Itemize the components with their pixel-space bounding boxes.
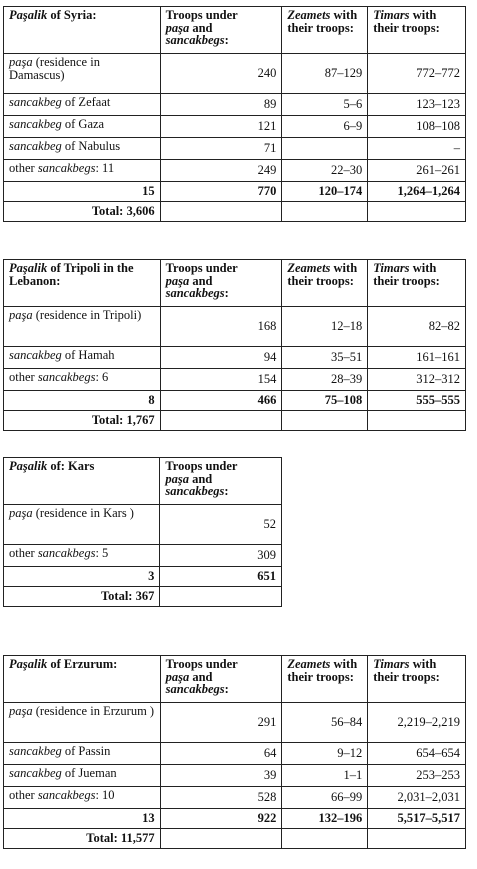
timars-cell: 2,219–2,219 [368, 703, 466, 743]
col-troops-header: Troops under paşa and sancakbegs: [160, 7, 282, 54]
table-row [4, 160, 466, 182]
row-label: sancakbeg of Nabulus [4, 138, 161, 160]
col-troops-header: Troops under paşa and sancakbegs: [160, 656, 282, 703]
row-label: other sancakbegs: 6 [4, 369, 161, 391]
timars-cell: 161–161 [368, 347, 466, 369]
col-zeamets-header: Zeamets with their troops: [282, 260, 368, 307]
table-row [4, 703, 466, 743]
table-syria [3, 6, 466, 222]
table-erzurum [3, 655, 466, 849]
troops-cell: 71 [160, 138, 282, 160]
grand-total: Total: 367 [4, 587, 160, 607]
table-row [4, 116, 466, 138]
row-label: paşa (residence in Damascus) [4, 54, 161, 94]
col-timars-header: Timars with their troops: [368, 7, 466, 54]
troops-cell: 64 [160, 743, 282, 765]
table-row [4, 743, 466, 765]
sum-count: 3 [4, 567, 160, 587]
timars-cell: 253–253 [368, 765, 466, 787]
zeamets-cell: 9–12 [282, 743, 368, 765]
zeamets-cell: 22–30 [282, 160, 368, 182]
timars-cell: 2,031–2,031 [368, 787, 466, 809]
troops-cell: 249 [160, 160, 282, 182]
row-label: paşa (residence in Kars ) [4, 505, 160, 545]
table-row [4, 138, 466, 160]
troops-cell: 154 [160, 369, 282, 391]
table-tripoli [3, 259, 466, 431]
table-row [4, 94, 466, 116]
sum-timars: 555–555 [368, 391, 466, 411]
col-zeamets-header: Zeamets with their troops: [282, 7, 368, 54]
sum-troops: 922 [160, 809, 282, 829]
sum-count: 15 [4, 182, 161, 202]
troops-cell: 52 [160, 505, 282, 545]
table-kars [3, 457, 282, 607]
row-label: paşa (residence in Tripoli) [4, 307, 161, 347]
troops-cell: 89 [160, 94, 282, 116]
sum-row [4, 809, 466, 829]
timars-cell: 82–82 [368, 307, 466, 347]
zeamets-cell: 66–99 [282, 787, 368, 809]
troops-cell: 39 [160, 765, 282, 787]
col-troops-header: Troops under paşa and sancakbegs: [160, 260, 282, 307]
table-row [4, 545, 282, 567]
sum-troops: 770 [160, 182, 282, 202]
col-timars-header: Timars with their troops: [368, 260, 466, 307]
sum-zeamets: 120–174 [282, 182, 368, 202]
table-row [4, 369, 466, 391]
sum-troops: 466 [160, 391, 282, 411]
row-label: sancakbeg of Hamah [4, 347, 161, 369]
row-label: other sancakbegs: 11 [4, 160, 161, 182]
timars-cell: 261–261 [368, 160, 466, 182]
sum-row [4, 391, 466, 411]
timars-cell: 123–123 [368, 94, 466, 116]
timars-cell: – [368, 138, 466, 160]
sum-troops: 651 [160, 567, 282, 587]
table-title: Paşalik of: Kars [4, 458, 160, 505]
row-label: other sancakbegs: 5 [4, 545, 160, 567]
sum-count: 13 [4, 809, 161, 829]
zeamets-cell [282, 138, 368, 160]
total-row [4, 202, 466, 222]
table-title: Paşalik of Erzurum: [4, 656, 161, 703]
zeamets-cell: 35–51 [282, 347, 368, 369]
grand-total: Total: 1,767 [4, 411, 161, 431]
zeamets-cell: 12–18 [282, 307, 368, 347]
troops-cell: 168 [160, 307, 282, 347]
table-row [4, 505, 282, 545]
row-label: sancakbeg of Gaza [4, 116, 161, 138]
timars-cell: 772–772 [368, 54, 466, 94]
troops-cell: 291 [160, 703, 282, 743]
row-label: sancakbeg of Zefaat [4, 94, 161, 116]
row-label: other sancakbegs: 10 [4, 787, 161, 809]
row-label: sancakbeg of Jueman [4, 765, 161, 787]
troops-cell: 309 [160, 545, 282, 567]
total-row [4, 411, 466, 431]
row-label: sancakbeg of Passin [4, 743, 161, 765]
troops-cell: 240 [160, 54, 282, 94]
sum-zeamets: 75–108 [282, 391, 368, 411]
zeamets-cell: 6–9 [282, 116, 368, 138]
col-timars-header: Timars with their troops: [368, 656, 466, 703]
col-zeamets-header: Zeamets with their troops: [282, 656, 368, 703]
table-title: Paşalik of Syria: [4, 7, 161, 54]
zeamets-cell: 1–1 [282, 765, 368, 787]
zeamets-cell: 28–39 [282, 369, 368, 391]
grand-total: Total: 3,606 [4, 202, 161, 222]
zeamets-cell: 87–129 [282, 54, 368, 94]
troops-cell: 94 [160, 347, 282, 369]
timars-cell: 654–654 [368, 743, 466, 765]
zeamets-cell: 56–84 [282, 703, 368, 743]
zeamets-cell: 5–6 [282, 94, 368, 116]
troops-cell: 528 [160, 787, 282, 809]
table-row [4, 347, 466, 369]
sum-timars: 1,264–1,264 [368, 182, 466, 202]
table-row [4, 54, 466, 94]
grand-total: Total: 11,577 [4, 829, 161, 849]
row-label: paşa (residence in Erzurum ) [4, 703, 161, 743]
col-troops-header: Troops under paşa and sancakbegs: [160, 458, 282, 505]
total-row [4, 829, 466, 849]
sum-row [4, 182, 466, 202]
sum-count: 8 [4, 391, 161, 411]
table-row [4, 765, 466, 787]
table-title: Paşalik of Tripoli in the Lebanon: [4, 260, 161, 307]
table-row [4, 307, 466, 347]
timars-cell: 108–108 [368, 116, 466, 138]
table-row [4, 787, 466, 809]
troops-cell: 121 [160, 116, 282, 138]
sum-row [4, 567, 282, 587]
sum-timars: 5,517–5,517 [368, 809, 466, 829]
timars-cell: 312–312 [368, 369, 466, 391]
sum-zeamets: 132–196 [282, 809, 368, 829]
total-row [4, 587, 282, 607]
